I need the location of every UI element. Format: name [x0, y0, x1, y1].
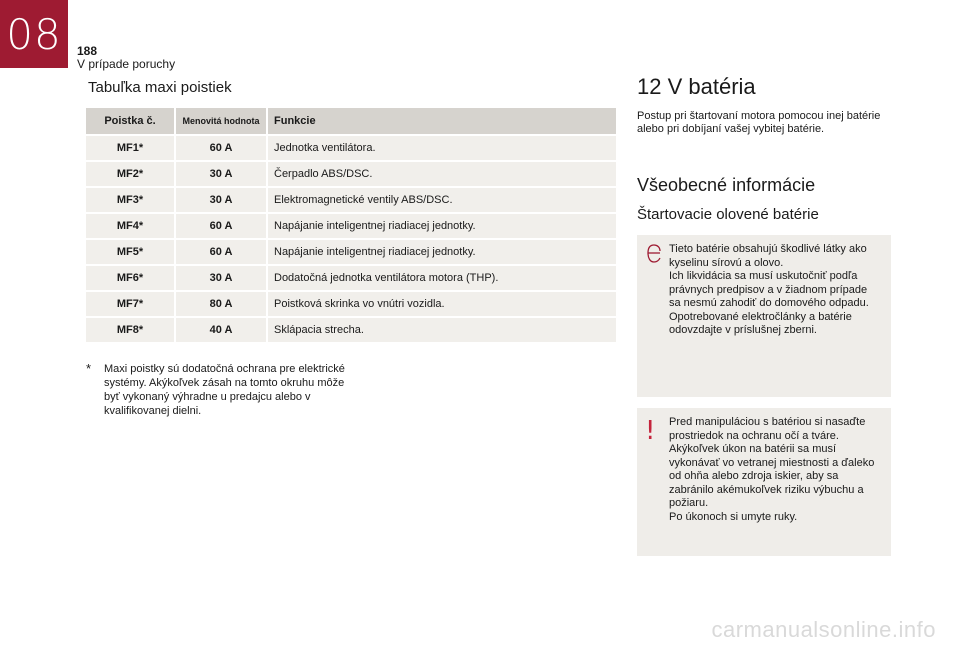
- rating-cell: 40 A: [174, 318, 266, 342]
- rating-cell: 60 A: [174, 214, 266, 238]
- footnote-mark: *: [86, 361, 92, 376]
- column-header-function: Funkcie: [266, 108, 616, 134]
- function-cell: Jednotka ventilátora.: [266, 136, 616, 160]
- warning-line: Po úkonoch si umyte ruky.: [669, 510, 798, 523]
- warning-line: Pred manipuláciou s batériou si nasaďte prostriedok na ochranu očí a tváre.: [669, 416, 866, 442]
- column-header-fuse: Poistka č.: [86, 108, 174, 134]
- fuse-cell: MF1*: [86, 136, 174, 160]
- lead-battery-subtitle: Štartovacie olovené batérie: [637, 206, 819, 223]
- footnote-text: Maxi poistky sú dodatočná ochrana pre elektrické systémy. Akýkoľvek zásah na tomto okruhu môže byť vykonaný výhradne u predajcu alebo v kvalifikovanej dielni.: [104, 363, 345, 417]
- function-cell: Poistková skrinka vo vnútri vozidla.: [266, 292, 616, 316]
- fuse-cell: MF8*: [86, 318, 174, 342]
- info-line: Opotrebované elektročlánky a batérie odovzdajte v príslušnej zberni.: [669, 310, 852, 336]
- fuse-cell: MF4*: [86, 214, 174, 238]
- fuse-cell: MF3*: [86, 188, 174, 212]
- battery-intro: Postup pri štartovaní motora pomocou inej batérie alebo pri dobíjaní vašej vybitej batérie.: [637, 110, 881, 135]
- page-number: 188: [77, 44, 98, 58]
- table-header-row: [86, 108, 616, 134]
- recycle-icon: [645, 243, 663, 265]
- rating-cell: 80 A: [174, 292, 266, 316]
- safety-warning-box: [637, 408, 891, 556]
- function-cell: Elektromagnetické ventily ABS/DSC.: [266, 188, 616, 212]
- table-row: [86, 292, 616, 316]
- battery-title: 12 V batéria: [637, 74, 756, 99]
- table-row: [86, 136, 616, 160]
- rating-cell: 60 A: [174, 240, 266, 264]
- fuse-footnote: [86, 362, 356, 418]
- rating-cell: 60 A: [174, 136, 266, 160]
- rating-cell: 30 A: [174, 188, 266, 212]
- table-row: [86, 162, 616, 186]
- general-info-title: Všeobecné informácie: [637, 175, 816, 195]
- function-cell: Napájanie inteligentnej riadiacej jednotky.: [266, 214, 616, 238]
- warning-line: Akýkoľvek úkon na batérii sa musí vykonávať vo vetranej miestnosti a ďaleko od ohňa alebo zdroja iskier, aby sa zabránilo akémukoľvek riziku výbuchu a požiaru.: [669, 443, 875, 509]
- function-cell: Napájanie inteligentnej riadiacej jednotky.: [266, 240, 616, 264]
- column-header-rating: Menovitá hodnota: [174, 108, 266, 134]
- table-row: [86, 214, 616, 238]
- fuse-cell: MF6*: [86, 266, 174, 290]
- info-line: Tieto batérie obsahujú škodlivé látky ako kyselinu sírovú a olovo.: [669, 243, 867, 269]
- table-row: [86, 240, 616, 264]
- chapter-number: 08: [6, 9, 62, 59]
- table-row: [86, 318, 616, 342]
- info-line: Ich likvidácia sa musí uskutočniť podľa právnych predpisov a v žiadnom prípade sa nesmú zahodiť do domového odpadu.: [669, 270, 869, 309]
- warning-icon: !: [645, 416, 656, 446]
- fuse-cell: MF7*: [86, 292, 174, 316]
- fuse-cell: MF2*: [86, 162, 174, 186]
- chapter-tab: [0, 0, 68, 68]
- table-row: [86, 266, 616, 290]
- function-cell: Sklápacia strecha.: [266, 318, 616, 342]
- fuse-table: [86, 106, 616, 344]
- table-row: [86, 188, 616, 212]
- watermark: carmanualsonline.info: [711, 617, 936, 642]
- recycling-info-box: [637, 235, 891, 397]
- fuse-table-title: Tabuľka maxi poistiek: [88, 79, 232, 96]
- function-cell: Čerpadlo ABS/DSC.: [266, 162, 616, 186]
- section-name: V prípade poruchy: [77, 57, 176, 71]
- rating-cell: 30 A: [174, 162, 266, 186]
- fuse-cell: MF5*: [86, 240, 174, 264]
- function-cell: Dodatočná jednotka ventilátora motora (THP).: [266, 266, 616, 290]
- rating-cell: 30 A: [174, 266, 266, 290]
